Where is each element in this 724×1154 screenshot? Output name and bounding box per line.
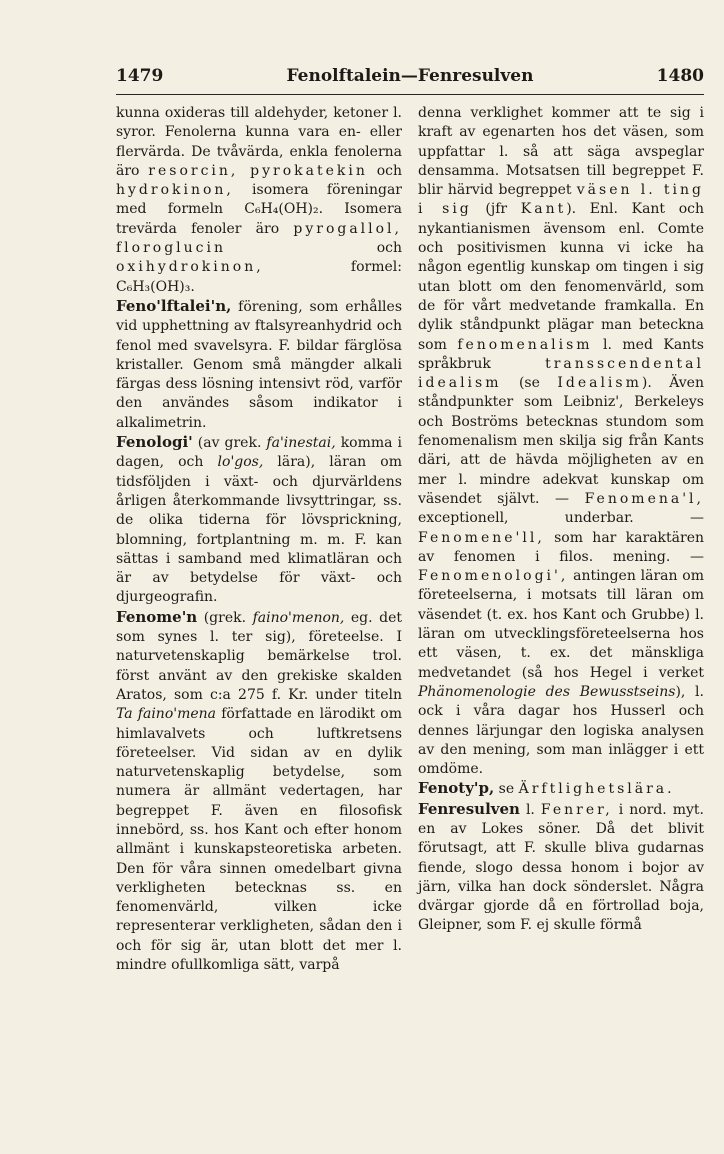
- entry-fenolftalein: Feno'lftalei'n, förening, som erhålles vid upphettning av ftalsyreanhydrid och fenol med svavelsyra. F. bildar färglösa kristaller. Genom små mängder alkali färgas dess lösning intensivt röd, varför den användes såsom indikator i alkalimetrin.: [116, 296, 402, 431]
- entry-fenotyp: Fenoty'p, se Ärftlighetslära.: [418, 779, 675, 798]
- page-number-left: 1479: [116, 66, 164, 86]
- column-right: [418, 104, 704, 936]
- headword: Fenome'n: [116, 607, 198, 626]
- page-number-right: 1480: [656, 66, 704, 86]
- headword: Feno'lftalei'n,: [116, 296, 232, 315]
- entry-fenologi: Fenologi' (av grek. fa'inestai, komma i dagen, och lo'gos, lära), läran om tidsföljden i växt- och djurvärldens årligen återkommande livsyttringar, ss. de olika tiderna för lövsprickning, blomning, fortplantning m. m. F. kan sättas i samband med klimatläran och är av betydelse för växt- och djurgeografin.: [116, 433, 402, 606]
- paragraph-fenoler-continued: kunna oxideras till aldehyder, ketoner l. syror. Fenolerna kunna vara en- eller flervärda. De tvåvärda, enkla fenolerna äro resorcin, pyrokatekin och hydrokinon, isomera föreningar med formeln C₆H₄(OH)₂. Isomera trevärda fenoler äro pyrogallol, floroglucin och oxihydrokinon, formel: C₆H₃(OH)₃.: [116, 105, 403, 295]
- running-title: Fenolftalein—Fenresulven: [286, 66, 534, 86]
- header-rule: [116, 94, 704, 95]
- column-left: [116, 104, 402, 975]
- entry-fenresulven: Fenresulven l. Fenrer, i nord. myt. en av Lokes söner. Då det blivit förutsagt, att F. skulle bliva gudarnas fiende, slogo dessa honom i bojor av järn, vilka han dock sönderslet. Några dvärgar gjorde då en förtrollad boja, Gleipner, som F. ej skulle förmå: [418, 799, 704, 934]
- page-header: [116, 64, 704, 90]
- entry-fenomen: Fenome'n (grek. faino'menon, eg. det som synes l. ter sig), företeelse. I naturvetenskaplig bemärkelse trol. först använt av den grekiske skalden Aratos, som c:a 275 f. Kr. under titeln Ta faino'mena författade en lärodikt om himlavalvets och luftkretsens företeelser. Vid sidan av en dylik naturvetenskaplig betydelse, som numera är allmänt vedertagen, har begreppet F. även en filosofisk innebörd, ss. hos Kant och efter honom allmänt i kunskapsteoretiska arbeten. Den för våra sinnen omedelbart givna verkligheten betecknas ss. en fenomenvärld, vilken icke representerar verkligheten, sådan den i och för sig är, utan blott det mer l. mindre ofullkomliga sätt, varpå: [116, 607, 402, 974]
- paragraph-fenomen-continued: denna verklighet kommer att te sig i kraft av egenarten hos det väsen, som uppfattar l. så att säga avspeglar densamma. Motsatsen till begreppet F. blir härvid begreppet väsen l. ting i sig (jfr Kant). Enl. Kant och nykantianismen ävensom enl. Comte och positivismen kunna vi icke ha någon egentlig kunskap om tingen i sig utan blott om den fenomenvärld, som de för vårt medvetande framkalla. En dylik ståndpunkt plägar man beteckna som fenomenalism l. med Kants språkbruk transscendental idealism (se Idealism). Även ståndpunkter som Leibniz', Berkeleys och Boströms betecknas stundom som fenomenalism men skilja sig från Kants däri, att de hävda möjligheten av en mer l. mindre adekvat kunskap om väsendet självt. — Fenomena'l, exceptionell, underbar. — Fenomene'll, som har karaktären av fenomen i filos. mening. — Fenomenologi', antingen läran om företeelserna, i motsats till läran om väsendet (t. ex. hos Kant och Grubbe) l. läran om utvecklingsföreteelserna hos ett väsen, t. ex. det mänskliga medvetandet (så hos Hegel i verket Phänomenologie des Bewusstseins), l. ock i våra dagar hos Husserl och dennes lärjungar den logiska analysen av den mening, som man inlägger i ett omdöme.: [418, 105, 704, 778]
- headword: Fenresulven: [418, 799, 520, 818]
- headword: Fenoty'p,: [418, 779, 495, 798]
- headword: Fenologi': [116, 433, 193, 452]
